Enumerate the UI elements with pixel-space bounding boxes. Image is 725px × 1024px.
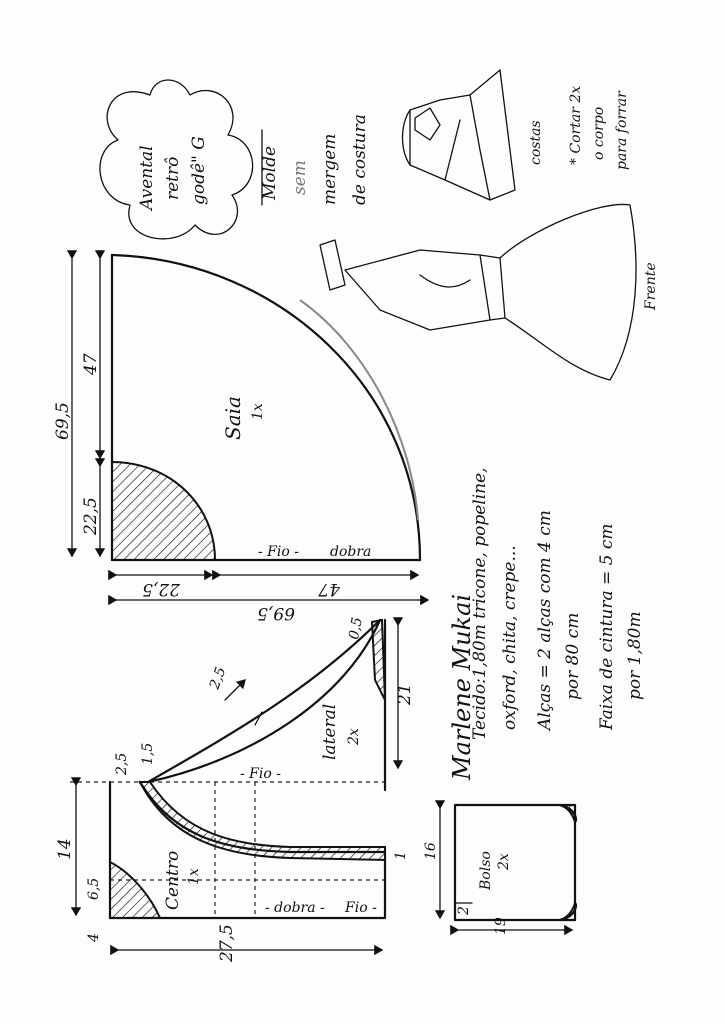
bolso-piece — [455, 805, 576, 920]
bodice-dim-height: 14 — [55, 838, 75, 860]
saia-dim-bottom-left: 22,5 — [142, 579, 180, 599]
bodice-dim-curve-line — [225, 680, 245, 700]
bolso-dim-height: 19 — [493, 917, 509, 935]
lateral-qty: 2x — [346, 728, 362, 745]
saia-piece — [112, 255, 420, 560]
lateral-dart-hatch — [140, 782, 385, 860]
materials-line-5: Faixa de cintura = 5 cm — [597, 523, 617, 730]
bolso-dim-corner: 2 — [456, 906, 472, 915]
back-sketch — [403, 70, 516, 200]
saia-dim-total: 69,5 — [53, 402, 73, 440]
cortar-line-2: o corpo — [591, 106, 607, 160]
centro-name: Centro — [163, 850, 183, 910]
saia-dim-bottom-right: 47 — [318, 579, 340, 599]
saia-dim-bottom-total: 69,5 — [257, 603, 295, 623]
title-line-1: Avental — [137, 145, 157, 210]
bodice-dim-tip: 0,5 — [346, 615, 366, 641]
bodice-dim-one: 1 — [393, 851, 409, 860]
centro-corner-cut — [110, 862, 160, 918]
cortar-line-1: * Cortar 2x — [568, 85, 584, 165]
frente-label: Frente — [643, 262, 659, 310]
materials-line-1: Tecido:1,80m tricone, popeline, — [470, 467, 490, 740]
molde-sem: sem — [290, 160, 310, 195]
bodice-dim-top-b: 1,5 — [140, 742, 156, 765]
saia-fio: - Fio - — [258, 544, 299, 560]
bodice-dim-top-a: 2,5 — [114, 752, 130, 775]
bolso-dim-width: 16 — [423, 842, 439, 860]
saia-name: Saia — [221, 396, 245, 440]
saia-qty: 1x — [250, 403, 266, 420]
lateral-name: lateral — [320, 703, 340, 760]
materials-line-2: oxford, chita, crepe... — [500, 545, 520, 730]
molde-label: Molde — [260, 145, 280, 200]
materials-line-4: por 80 cm — [563, 612, 583, 700]
bodice-fio-bottom: Fio - — [345, 900, 377, 916]
molde-de-costura: de costura — [350, 114, 370, 205]
saia-dobra: dobra — [330, 544, 372, 560]
signature: Marlene Mukai — [448, 593, 476, 780]
bodice-dim-curve: 2,5 — [206, 664, 230, 692]
saia-waist-cutout — [112, 462, 215, 560]
bodice-fio-top: - Fio - — [240, 766, 281, 782]
materials-line-6: por 1,80m — [625, 611, 645, 700]
saia-dim-lower: 22,5 — [81, 497, 101, 535]
cortar-line-3: para forrar — [614, 91, 630, 170]
bodice-dim-corner: 6,5 — [86, 877, 102, 900]
centro-qty: 1x — [186, 868, 202, 885]
front-sketch — [320, 204, 636, 380]
materials-line-3: Alças = 2 alças com 4 cm — [535, 510, 555, 730]
bodice-dim-right: 21 — [395, 683, 415, 705]
bolso-name: Bolso — [478, 851, 494, 890]
costas-label: costas — [528, 120, 544, 165]
title-line-3: godê" G — [189, 136, 209, 205]
saia-dim-upper: 47 — [81, 353, 101, 375]
bodice-dim-width: 27,5 — [217, 924, 237, 962]
bodice-dim-small: 4 — [86, 933, 102, 942]
lateral-tip-hatch — [372, 620, 385, 700]
bodice-dobra: - dobra - — [265, 900, 325, 916]
molde-mergem: mergem — [320, 133, 340, 205]
bolso-qty: 2x — [496, 853, 512, 870]
title-line-2: retrô — [163, 156, 183, 200]
